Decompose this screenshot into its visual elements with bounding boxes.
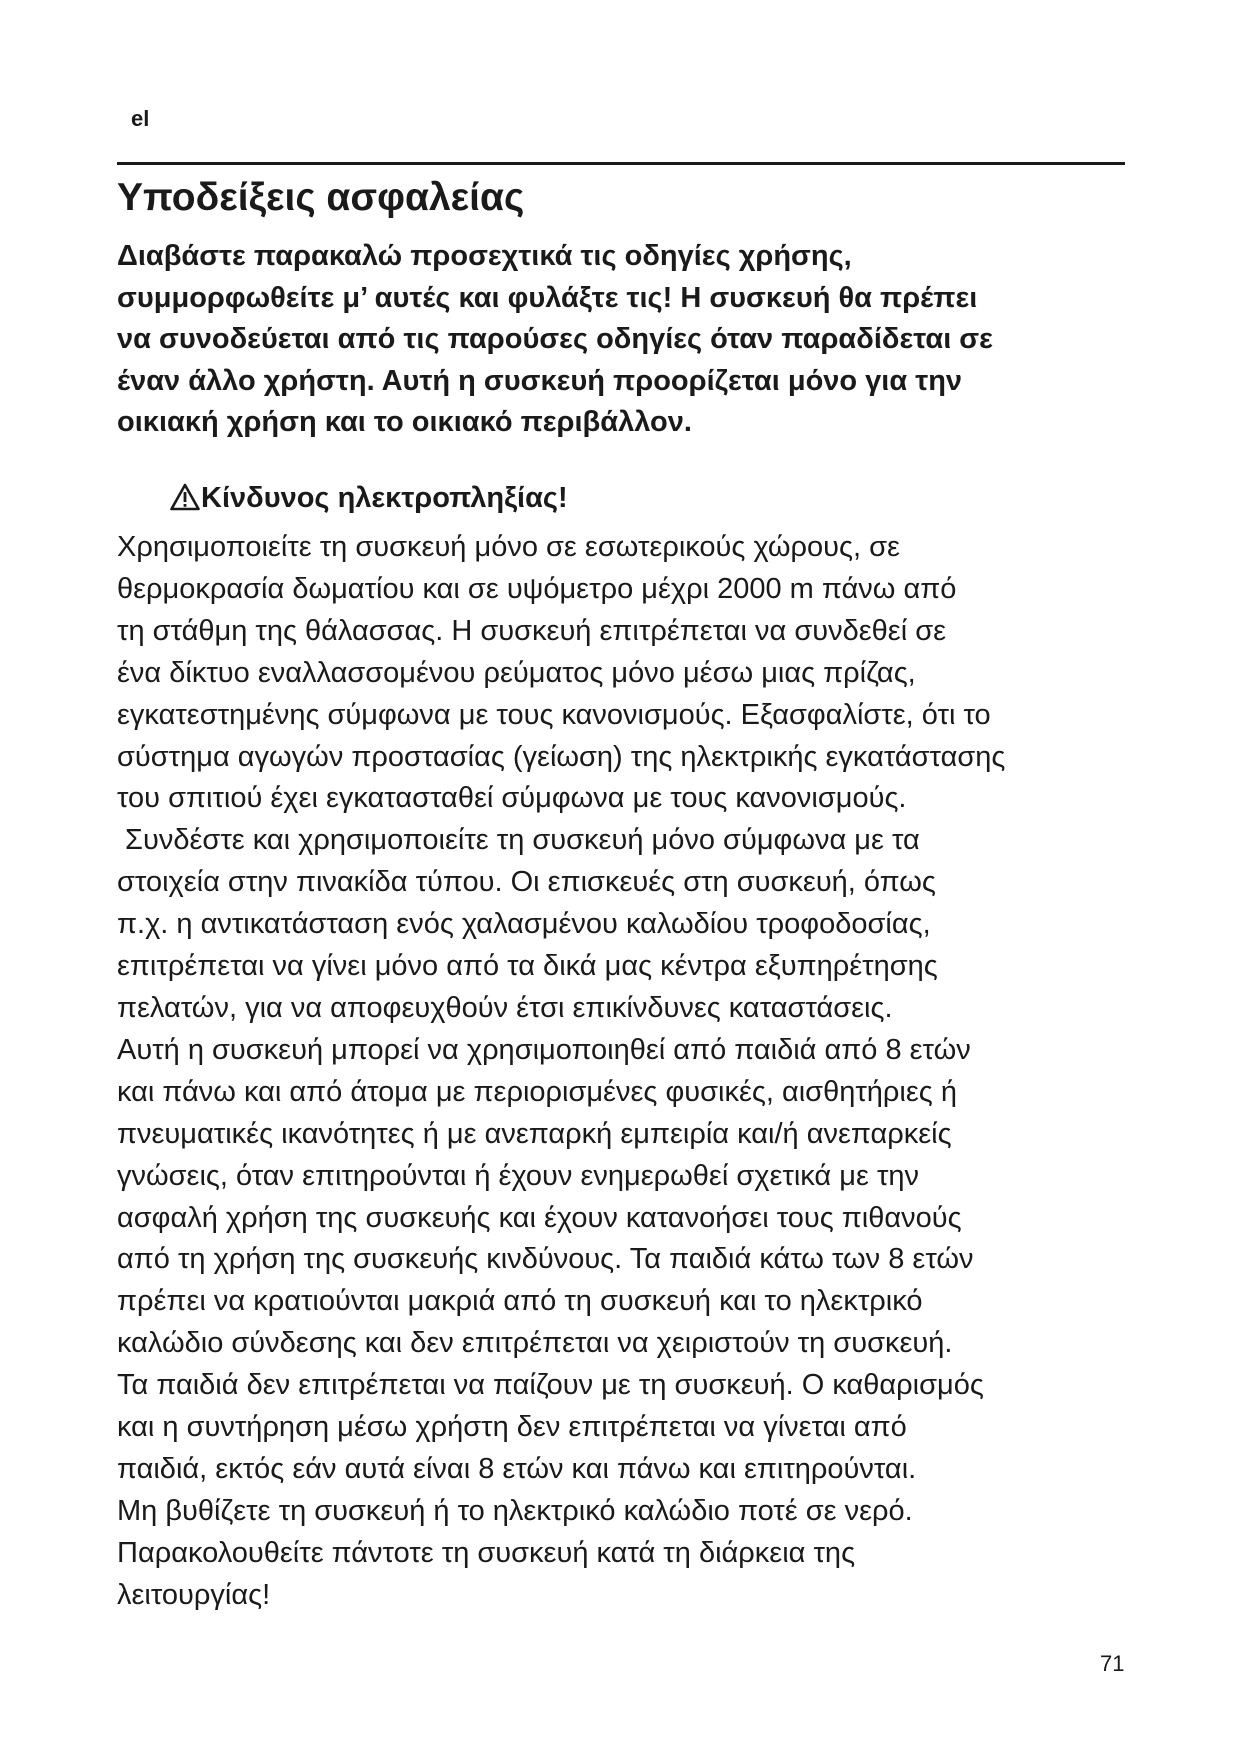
body-line: και πάνω και από άτομα με περιορισμένες φυσικές, αισθητήριες ή xyxy=(117,1075,957,1108)
language-code: el xyxy=(131,106,150,131)
body-line: λειτουργίας! xyxy=(117,1578,271,1611)
safety-body-text xyxy=(117,527,1137,1617)
intro-line: συμμορφωθείτε μ’ αυτές και φυλάξτε τις! Η συσκευή θα πρέπει xyxy=(117,281,978,314)
body-line: πρέπει να κρατιούνται μακριά από τη συσκευή και το ηλεκτρικό xyxy=(117,1285,923,1318)
intro-line: Διαβάστε παρακαλώ προσεχτικά τις οδηγίες χρήσης, xyxy=(117,240,852,272)
body-line: επιτρέπεται να γίνει μόνο από τα δικά μας κέντρα εξυπηρέτησης xyxy=(117,950,938,983)
body-line: από τη χρήση της συσκευής κινδύνους. Τα παιδιά κάτω των 8 ετών xyxy=(117,1243,974,1276)
body-line: πνευματικές ικανότητες ή με ανεπαρκή εμπειρία και/ή ανεπαρκείς xyxy=(117,1117,952,1150)
body-line: του σπιτιού έχει εγκατασταθεί σύμφωνα με τους κανονισμούς. xyxy=(117,782,907,815)
page-number: 71 xyxy=(1100,1651,1125,1676)
body-line: πελατών, για να αποφευχθούν έτσι επικίνδυνες καταστάσεις. xyxy=(117,991,893,1024)
body-line: εγκατεστημένης σύμφωνα με τους κανονισμούς. Εξασφαλίστε, ότι το xyxy=(117,698,991,731)
intro-line: οικιακή χρήση και το οικιακό περιβάλλον. xyxy=(117,406,692,438)
warning-heading-text: Κίνδυνος ηλεκτροπληξίας! xyxy=(201,482,568,514)
body-line: καλώδιο σύνδεσης και δεν επιτρέπεται να χειριστούν τη συσκευή. xyxy=(117,1327,953,1360)
body-line: θερμοκρασία δωματίου και σε υψόμετρο μέχρι 2000 m πάνω από xyxy=(117,572,957,605)
body-line: Παρακολουθείτε πάντοτε τη συσκευή κατά τη διάρκεια της xyxy=(117,1536,856,1569)
body-line: Συνδέστε και χρησιμοποιείτε τη συσκευή μόνο σύμφωνα με τα xyxy=(117,824,920,857)
body-line: παιδιά, εκτός εάν αυτά είναι 8 ετών και πάνω και επιτηρούνται. xyxy=(117,1452,917,1485)
body-line: γνώσεις, όταν επιτηρούνται ή έχουν ενημερωθεί σχετικά με την xyxy=(117,1159,920,1192)
body-line: ένα δίκτυο εναλλασσομένου ρεύματος μόνο μέσω μιας πρίζας, xyxy=(117,656,916,689)
body-line: σύστημα αγωγών προστασίας (γείωση) της ηλεκτρικής εγκατάστασης xyxy=(117,740,1006,773)
body-line: Μη βυθίζετε τη συσκευή ή το ηλεκτρικό καλώδιο ποτέ σε νερό. xyxy=(117,1494,913,1527)
body-line: και η συντήρηση μέσω χρήστη δεν επιτρέπεται να γίνεται από xyxy=(117,1411,907,1444)
intro-line: να συνοδεύεται από τις παρούσες οδηγίες όταν παραδίδεται σε xyxy=(117,323,993,355)
warning-heading xyxy=(170,478,568,518)
section-title: Υποδείξεις ασφαλείας xyxy=(117,176,525,219)
header-divider xyxy=(117,162,1125,165)
body-line: ασφαλή χρήση της συσκευής και έχουν κατανοήσει τους πιθανούς xyxy=(117,1201,962,1234)
intro-paragraph xyxy=(117,236,1137,444)
warning-triangle-icon xyxy=(170,483,200,511)
body-line: τη στάθμη της θάλασσας. Η συσκευή επιτρέπεται να συνδεθεί σε xyxy=(117,614,947,647)
body-line: Τα παιδιά δεν επιτρέπεται να παίζουν με τη συσκευή. Ο καθαρισμός xyxy=(117,1369,984,1402)
body-line: π.χ. η αντικατάσταση ενός χαλασμένου καλωδίου τροφοδοσίας, xyxy=(117,908,931,941)
intro-line: έναν άλλο χρήστη. Αυτή η συσκευή προορίζεται μόνο για την xyxy=(117,364,963,397)
body-line: Χρησιμοποιείτε τη συσκευή μόνο σε εσωτερικούς χώρους, σε xyxy=(117,531,900,563)
body-line: Αυτή η συσκευή μπορεί να χρησιμοποιηθεί από παιδιά από 8 ετών xyxy=(117,1033,971,1066)
body-line: στοιχεία στην πινακίδα τύπου. Οι επισκευές στη συσκευή, όπως xyxy=(117,866,936,899)
